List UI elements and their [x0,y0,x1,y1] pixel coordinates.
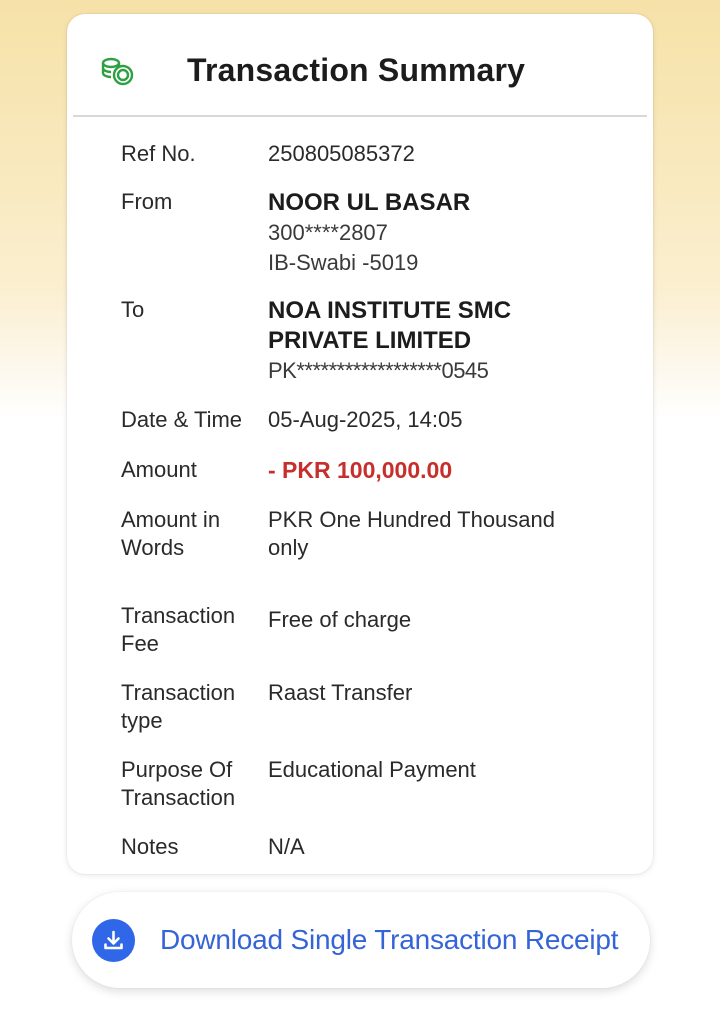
amount-cents: 00 [426,457,453,483]
page-title: Transaction Summary [187,52,526,88]
amount-main: - PKR 100,000. [268,457,427,483]
coins-icon [101,56,135,86]
transaction-summary-card [67,14,653,874]
to-name-line1: NOA INSTITUTE SMC [268,297,512,324]
amount-words-label-line1: Amount in [121,507,221,532]
purpose-label-line2: Transaction [121,785,236,810]
download-receipt-label: Download Single Transaction Receipt [160,924,619,955]
type-label-line1: Transaction [121,680,236,705]
amount-words-label-line2: Words [121,535,185,560]
notes-label: Notes [121,834,179,859]
purpose-label [121,756,251,812]
type-value: Raast Transfer [268,680,413,705]
amount-label: Amount [121,457,197,482]
from-branch: IB-Swabi -5019 [268,250,419,275]
from-name: NOOR UL BASAR [268,189,471,216]
notes-value: N/A [268,834,305,859]
fee-value: Free of charge [268,607,412,632]
fee-label-line1: Transaction [121,603,236,628]
purpose-value: Educational Payment [268,757,476,782]
fee-label-line2: Fee [121,631,159,656]
fee-label [121,602,251,658]
from-label: From [121,189,173,214]
ref-no-label: Ref No. [121,141,196,166]
card-header [67,14,653,116]
type-label-line2: type [121,708,163,733]
amount-value [268,456,608,485]
ref-no-value: 250805085372 [268,141,415,166]
date-time-label: Date & Time [121,407,243,432]
from-value [268,188,608,278]
to-value [268,296,608,386]
header-divider [73,115,647,117]
amount-words-value: PKR One Hundred Thousand only [268,507,555,560]
amount-words-label [121,506,251,562]
to-label: To [121,297,145,322]
to-name-line2: PRIVATE LIMITED [268,327,472,354]
from-account: 300****2807 [268,220,388,245]
to-account: PK******************0545 [268,358,489,383]
date-time-value: 05-Aug-2025, 14:05 [268,407,463,432]
type-label [121,679,251,735]
download-receipt-button[interactable] [72,892,650,988]
download-icon [92,919,135,962]
purpose-label-line1: Purpose Of [121,757,233,782]
